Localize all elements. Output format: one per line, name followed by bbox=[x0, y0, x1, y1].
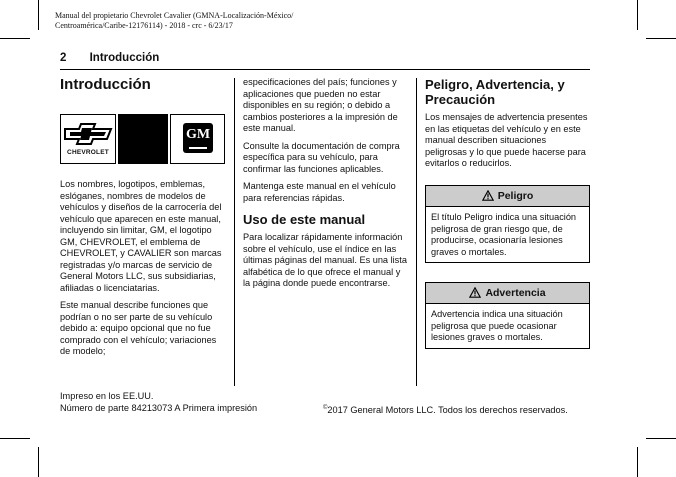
copyright-symbol: © bbox=[323, 405, 328, 411]
part-number: Número de parte 84213073 A Primera impresión bbox=[60, 403, 258, 413]
trademark-paragraph: Los nombres, logotipos, emblemas, eslóganes, nombres de modelos de vehículos y diseños de la carrocería del vehículo que aparecen en este manual, incluyendo sin limitar, GM, el logotipo GM, CHEVROLET, el emblema de CHEVROLET, y CAVALIER son marcas registradas y/o marcas de servicio de General Motors LLC, sus subsidiarias, afiliadas o licenciatarias. bbox=[60, 179, 222, 293]
danger-box-text: El título Peligro indica una situación peligrosa de gran riesgo que, de producirse, ocasionaría lesiones graves o mortales. bbox=[431, 212, 577, 257]
usage-paragraph: Para localizar rápidamente información sobre el vehículo, use el índice en las últimas páginas del manual. Es una lista alfabética de lo que ofrece el manual y la página donde puede encontrarse. bbox=[243, 232, 407, 288]
column-divider bbox=[234, 78, 235, 386]
danger-box-title bbox=[426, 186, 589, 207]
gm-logo bbox=[170, 114, 225, 164]
danger-title-text: Peligro bbox=[497, 190, 534, 202]
warning-box bbox=[425, 282, 590, 349]
header-rule bbox=[60, 69, 590, 70]
print-header-line1: Manual del propietario Chevrolet Cavalier (GMNA-Localización-México/ bbox=[55, 11, 294, 20]
features-paragraph: Este manual describe funciones que podrían o no ser parte de su vehículo debido a: equipo opcional que no fue comprado con el vehículo; variaciones de modelo; bbox=[60, 300, 217, 356]
chevrolet-wordmark: CHEVROLET bbox=[67, 149, 109, 156]
column-divider bbox=[416, 78, 417, 386]
warning-triangle-icon bbox=[482, 190, 494, 201]
column-2 bbox=[243, 77, 409, 296]
crop-mark bbox=[637, 0, 638, 30]
warning-box-text: Advertencia indica una situación peligrosa que puede ocasionar lesiones graves o mortales. bbox=[431, 309, 563, 342]
column-2-paragraph: Consulte la documentación de compra específica para su vehículo, para confirmar las funciones aplicables. bbox=[243, 140, 400, 174]
page-number: 2 bbox=[60, 52, 67, 64]
print-header-line2: Centroamérica/Caribe-12176114) - 2018 - crc - 6/23/17 bbox=[55, 21, 233, 30]
danger-box bbox=[425, 185, 590, 263]
black-emblem bbox=[118, 114, 168, 164]
crop-mark bbox=[0, 438, 30, 439]
crop-mark bbox=[38, 447, 39, 477]
crop-mark bbox=[637, 447, 638, 477]
warning-box-title bbox=[426, 283, 589, 304]
section-heading-danger-warning: Peligro, Advertencia, y Precaución bbox=[425, 77, 565, 107]
warning-title-text: Advertencia bbox=[485, 287, 546, 299]
column-1 bbox=[60, 179, 228, 364]
crop-mark bbox=[646, 438, 676, 439]
section-heading-usage: Uso de este manual bbox=[243, 212, 366, 227]
chevrolet-logo bbox=[60, 114, 116, 164]
column-2-paragraph: especificaciones del país; funciones y aplicaciones que pueden no estar disponibles en su región; o debido a cambios posteriores a la impresión de este manual. bbox=[243, 77, 398, 133]
gm-logo-underline bbox=[189, 147, 207, 149]
column-2-paragraph: Mantenga este manual en el vehículo para referencias rápidas. bbox=[243, 181, 396, 203]
warning-triangle-icon bbox=[469, 287, 481, 298]
page-header-title: Introducción bbox=[89, 52, 160, 64]
warnings-intro-paragraph: Los mensajes de advertencia presentes en las etiquetas del vehículo y en este manual describen situaciones peligrosas y lo que puede hacerse para evitarlos o reducirlos. bbox=[425, 112, 588, 168]
brand-logos bbox=[60, 114, 225, 164]
page-header bbox=[60, 52, 159, 64]
column-3 bbox=[425, 77, 590, 176]
printed-in: Impreso en los EE.UU. bbox=[60, 391, 154, 401]
copyright-text: 2017 General Motors LLC. Todos los derechos reservados. bbox=[327, 405, 568, 416]
copyright bbox=[323, 402, 568, 416]
footer bbox=[60, 390, 257, 414]
crop-mark bbox=[0, 38, 30, 39]
crop-mark bbox=[38, 0, 39, 30]
page-title: Introducción bbox=[60, 76, 151, 93]
gm-logo-tile bbox=[183, 123, 213, 153]
crop-mark bbox=[646, 38, 676, 39]
print-header-note bbox=[55, 11, 293, 31]
gm-logo-text: GM bbox=[185, 127, 211, 142]
